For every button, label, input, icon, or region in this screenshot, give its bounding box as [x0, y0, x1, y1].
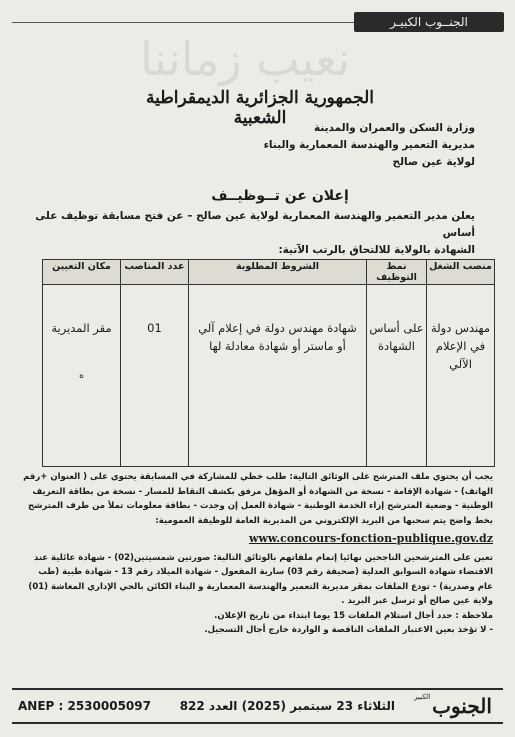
intro-line: يعلن مدير التعمير والهندسة المعمارية لولاية عين صالح – عن فتح مسابقة توظيف على أساس — [35, 210, 475, 239]
logo-subtext: الكبير — [414, 693, 431, 701]
anep-number: ANEP : 2530005097 — [18, 699, 151, 713]
intro-line: الشهادة بالولاية للالتحاق بالرتب الآتية: — [278, 244, 475, 256]
logo-text: الجنوب — [432, 694, 492, 718]
issue-info: الثلاثاء 23 سبتمبر (2025) العدد 822 — [179, 699, 395, 713]
jobs-table — [42, 259, 495, 467]
ministry-line: لولاية عين صالح — [392, 156, 475, 168]
cell-conditions: شهادة مهندس دولة في إعلام آلي أو ماستر أو شهادة معادلة لها — [189, 285, 367, 467]
requirements-text — [23, 470, 493, 638]
cell-mode: على أساس الشهادة — [367, 285, 427, 467]
docs-paragraph: تعين على المترشحين الناجحين نهائيا إتمام ملفاتهم بالوثائق التالية: صورتين شمسيتين(02) - شهادة عائلية عند الاقتضاء شهادة السوابق العدلية (صحيفة رقم 03) سارية المفعول - شهادة الميلاد رقم 13 - شهادة طبية (طب عام وصدرية) - تودع الملفات بمقر مديرية التعمير والهندسة المعمارية و البناء الكائن بالحي الإداري المغاشة (01) ولاية عين صالح أو ترسل عبر البريد . — [28, 552, 493, 606]
republic-title: الجمهورية الجزائرية الديمقراطية الشعبية — [145, 88, 374, 128]
cell-count: 01 — [121, 285, 189, 467]
intro-text — [35, 208, 475, 259]
footer-bar — [12, 688, 503, 724]
header-mode: نمط التوظيف — [367, 260, 427, 285]
ministry-line: وزارة السكن والعمران والمدينة — [313, 122, 475, 134]
docs-note: ملاحظة : حدد أجال استلام الملفات 15 يوما ابتداء من تاريخ الإعلان. — [214, 610, 493, 621]
header-conditions: الشروط المطلوبة — [189, 260, 367, 285]
table-header-row — [43, 260, 495, 285]
header-location: مكان التعيين — [43, 260, 121, 285]
location-text: مقر المديرية — [51, 321, 112, 335]
announcement-title: إعلان عن تــوظيــف — [211, 188, 349, 204]
ministry-block — [264, 120, 475, 171]
header-position: منصب الشغل — [427, 260, 495, 285]
header-count: عدد المناصب — [121, 260, 189, 285]
header-rule — [12, 22, 354, 23]
table-row — [43, 285, 495, 467]
section-header: الجنــوب الكبيـر — [354, 12, 504, 32]
watermark: نعيب زماننا — [140, 32, 351, 86]
cell-mark: ه — [79, 371, 84, 381]
docs-note: - لا تؤخذ بعين الاعتبار الملفات الناقصة و الواردة خارج أجال التسجيل. — [204, 625, 493, 635]
newspaper-logo — [409, 693, 497, 719]
ministry-line: مديرية التعمير والهندسة المعمارية والبناء — [263, 139, 475, 151]
website-link[interactable]: www.concours-fonction-publique.gov.dz — [248, 532, 493, 545]
docs-paragraph: يجب أن يحتوي ملف المترشح على الوثائق التالية: طلب خطي للمشاركة في المسابقة يحتوي على ( العنوان +رقم الهاتف) - شهادة الإقامة - نسخة من الشهادة أو المؤهل مرفق بكشف النقاط للمسار - نسخة من بطاقة التعريف الوطنية - وضعية المترشح إزاء الخدمة الوطنية - شهادة العمل إن وجدت - بطاقة معلومات تملأ من طرف المترشح بخط واضح يتم سحبها من البريد الإلكتروني من المديرية العامة للوظيفة العمومية: — [23, 472, 493, 526]
cell-location — [43, 285, 121, 467]
cell-position: مهندس دولة في الإعلام الآلي — [427, 285, 495, 467]
